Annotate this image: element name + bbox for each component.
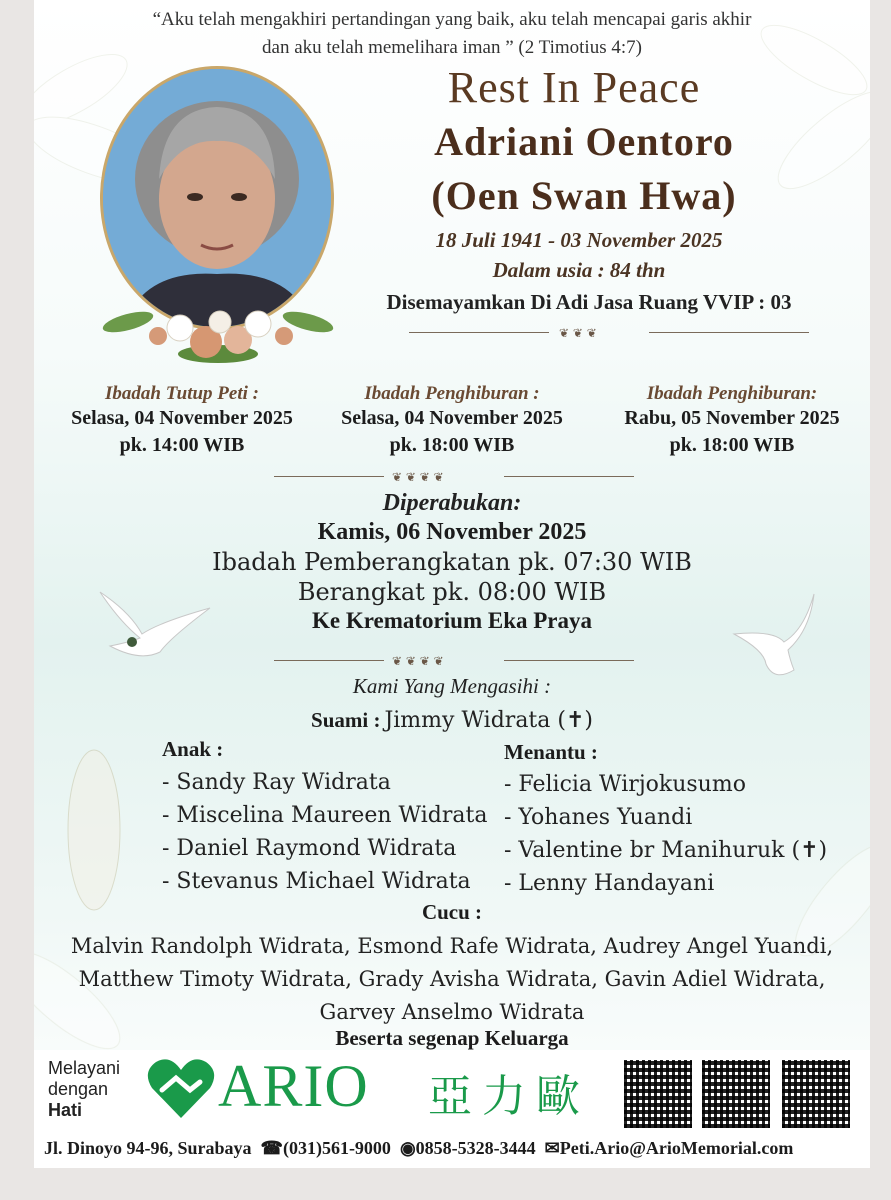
list-item: - Miscelina Maureen Widrata <box>162 803 488 828</box>
lying-in-state-location: Disemayamkan Di Adi Jasa Ruang VVIP : 03 <box>386 290 792 314</box>
service-title: Ibadah Penghiburan : <box>364 383 540 404</box>
brand-name: ARIO <box>218 1053 369 1119</box>
list-item: - Daniel Raymond Widrata <box>162 836 457 861</box>
tagline-line: Melayani <box>48 1058 121 1078</box>
tagline <box>48 1058 120 1121</box>
heart-handshake-icon <box>146 1056 216 1122</box>
qr-code-3-icon[interactable] <box>782 1060 850 1128</box>
quote-line-2: dan aku telah memelihara iman ” (2 Timotius 4:7) <box>262 37 642 58</box>
life-dates: 18 Juli 1941 - 03 November 2025 <box>435 228 723 252</box>
quote-line-1: “Aku telah mengakhiri pertandingan yang baik, aku telah mencapai garis akhir <box>152 9 752 30</box>
whatsapp[interactable]: ◉0858-5328-3444 <box>399 1138 536 1158</box>
qr-code-1-icon[interactable] <box>624 1060 692 1128</box>
chinese-name: (Oen Swan Hwa) <box>431 173 737 218</box>
dove-left-icon <box>90 582 220 672</box>
service-date: Selasa, 04 November 2025 <box>71 407 293 429</box>
cremation-date: Kamis, 06 November 2025 <box>317 519 587 545</box>
address: Jl. Dinoyo 94-96, Surabaya <box>44 1138 252 1158</box>
service-date: Selasa, 04 November 2025 <box>341 407 563 429</box>
ornament-divider: ❦ ❦ ❦ <box>409 326 809 340</box>
portrait-illustration <box>103 69 331 327</box>
list-item: - Valentine br Manihuruk (✝) <box>504 838 828 863</box>
list-item: - Yohanes Yuandi <box>504 805 693 830</box>
ornament-divider: ❦ ❦ ❦ ❦ <box>274 470 634 484</box>
crematorium-location: Ke Krematorium Eka Praya <box>312 608 592 633</box>
list-item: - Stevanus Michael Widrata <box>162 869 471 894</box>
phone[interactable]: ☎(031)561-9000 <box>260 1138 391 1158</box>
portrait-photo <box>100 66 334 330</box>
departure-time: Berangkat pk. 08:00 WIB <box>297 578 607 606</box>
page-title: Rest In Peace <box>447 63 701 112</box>
spouse-name: Jimmy Widrata (✝) <box>384 708 593 733</box>
service-column-2 <box>312 383 592 457</box>
ornament-divider: ❦ ❦ ❦ ❦ <box>274 654 634 668</box>
list-item: Matthew Timoty Widrata, Grady Avisha Widrata, Gavin Adiel Widrata, <box>78 967 826 991</box>
family-heading: Kami Yang Mengasihi : <box>352 674 552 698</box>
service-date: Rabu, 05 November 2025 <box>624 407 840 429</box>
service-time: pk. 14:00 WIB <box>119 434 245 456</box>
funeral-home-footer <box>34 1050 870 1168</box>
children-label: Anak : <box>162 737 224 761</box>
inlaws-label: Menantu : <box>504 740 598 764</box>
cremation-heading: Diperabukan: <box>382 490 522 516</box>
bible-quote <box>34 6 870 62</box>
age: Dalam usia : 84 thn <box>492 258 666 282</box>
departure-service: Ibadah Pemberangkatan pk. 07:30 WIB <box>212 548 692 576</box>
brand-chinese: 亞力歐 <box>428 1071 590 1122</box>
tagline-line: Hati <box>48 1100 83 1120</box>
deceased-name: Adriani Oentoro <box>434 119 734 164</box>
list-item: Malvin Randolph Widrata, Esmond Rafe Widrata, Audrey Angel Yuandi, <box>70 934 834 958</box>
list-item: - Sandy Ray Widrata <box>162 770 391 795</box>
list-item: - Felicia Wirjokusumo <box>504 772 746 797</box>
spouse-line <box>34 708 870 733</box>
tagline-line: dengan <box>48 1079 109 1099</box>
service-title: Ibadah Tutup Peti : <box>105 383 259 404</box>
grandchildren-list <box>34 930 870 1029</box>
service-time: pk. 18:00 WIB <box>389 434 515 456</box>
obituary-card <box>34 0 870 1168</box>
service-column-1 <box>62 383 302 457</box>
list-item: - Lenny Handayani <box>504 871 715 896</box>
service-column-3 <box>597 383 867 457</box>
inlaws-list <box>504 768 827 900</box>
email[interactable]: ✉Peti.Ario@ArioMemorial.com <box>544 1138 794 1158</box>
service-title: Ibadah Penghiburan: <box>646 383 818 404</box>
children-list <box>162 766 487 898</box>
spouse-label: Suami : <box>311 708 381 732</box>
grandchildren-label: Cucu : <box>421 900 483 924</box>
qr-code-2-icon[interactable] <box>702 1060 770 1128</box>
flower-wreath <box>98 292 338 382</box>
list-item: Garvey Anselmo Widrata <box>319 1000 585 1024</box>
service-time: pk. 18:00 WIB <box>669 434 795 456</box>
family-closing: Beserta segenap Keluarga <box>335 1026 569 1050</box>
contact-line <box>44 1138 864 1159</box>
